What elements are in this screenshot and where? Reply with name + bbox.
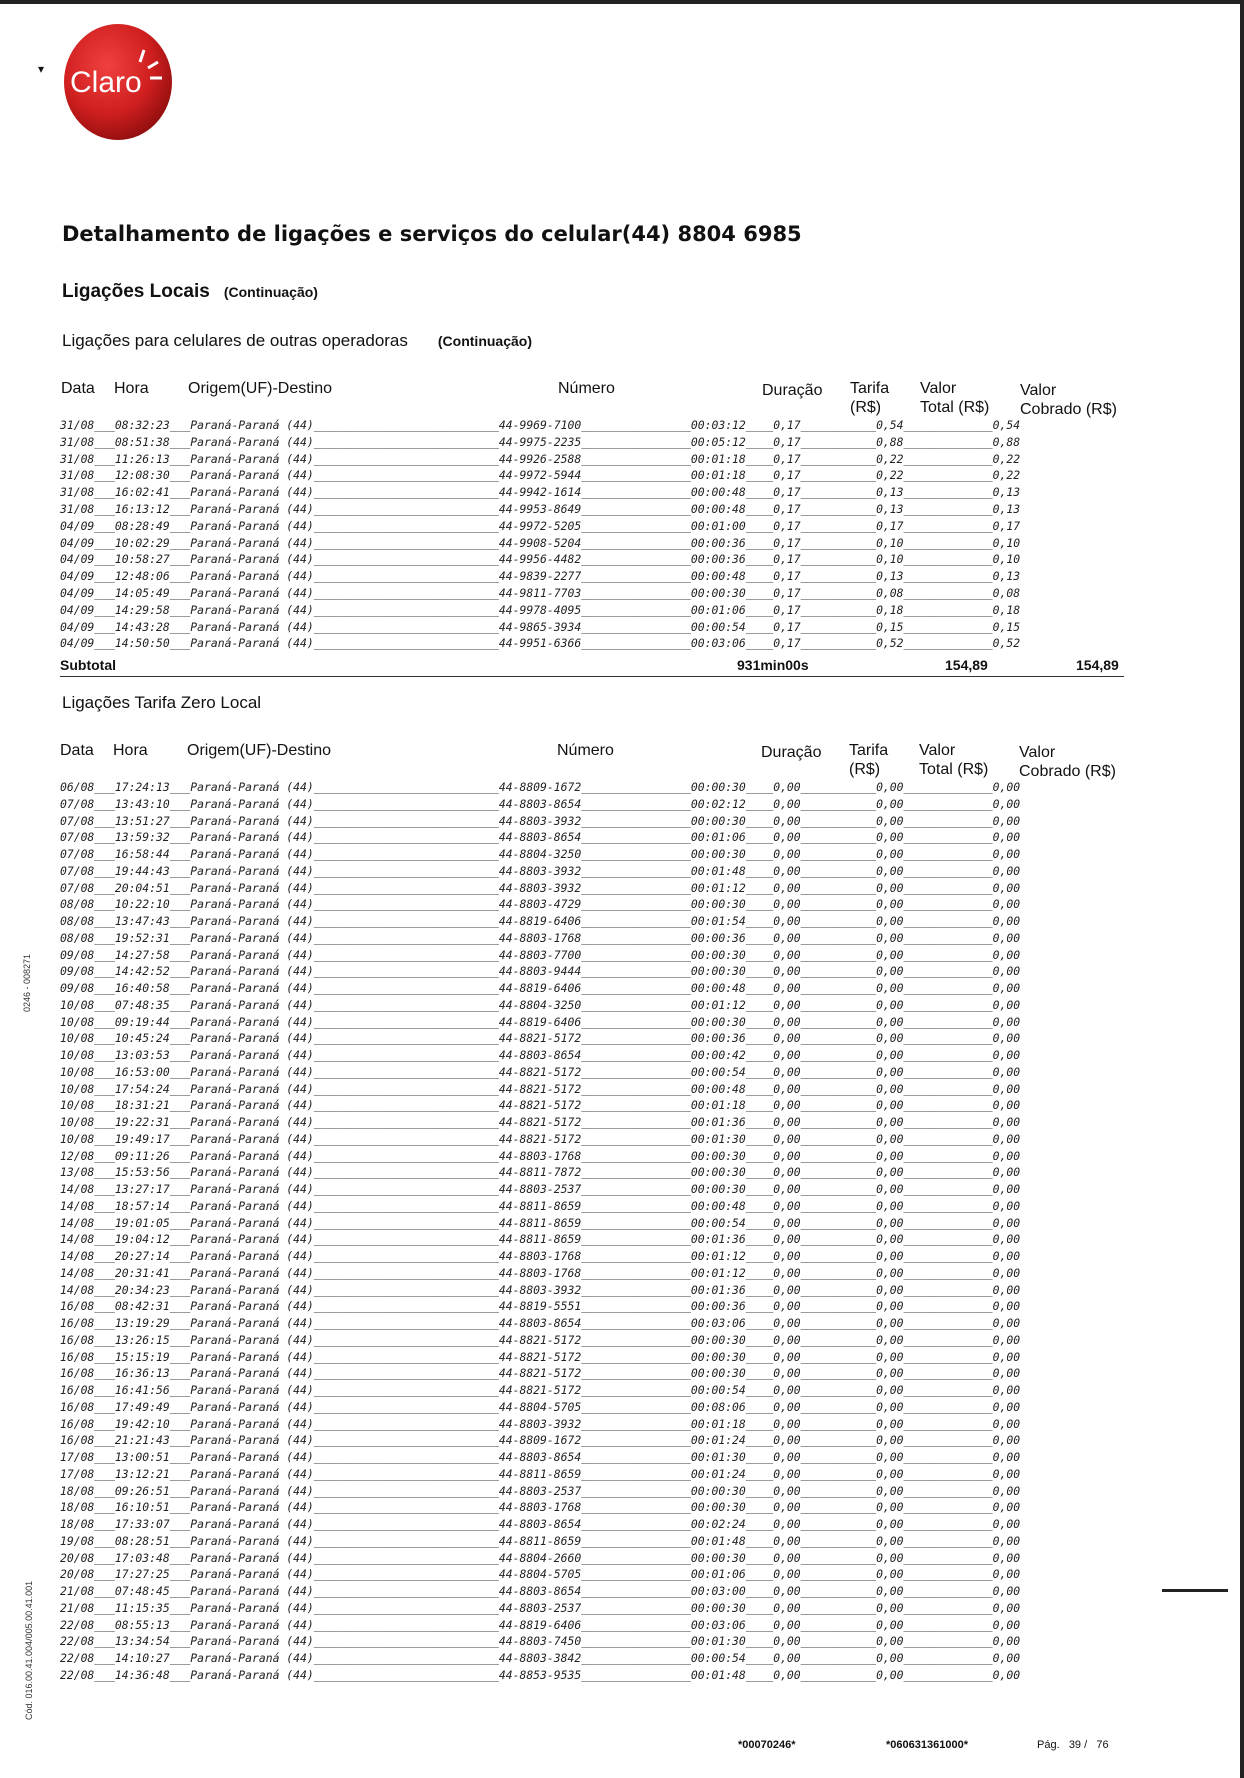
subtotal-duration: 931min00s [737,657,809,673]
table-row: 09/08___14:27:58___Paraná-Paraná (44)___________________________44-8803-7700________________00:00:30____0,00___________0,00_____________0,00 [60,947,1021,962]
table-row: 04/09___14:29:58___Paraná-Paraná (44)___________________________44-9978-4095________________00:01:06____0,17___________0,18_____________0,18 [60,602,1021,617]
table-row: 16/08___21:21:43___Paraná-Paraná (44)___________________________44-8809-1672________________00:01:24____0,00___________0,00_____________0,00 [60,1433,1021,1448]
table-row: 08/08___19:52:31___Paraná-Paraná (44)___________________________44-8803-1768________________00:00:36____0,00___________0,00_____________0,00 [60,930,1021,945]
table-row: 21/08___11:15:35___Paraná-Paraná (44)___________________________44-8803-2537________________00:00:30____0,00___________0,00_____________0,00 [60,1600,1021,1615]
table-row: 16/08___13:19:29___Paraná-Paraná (44)___________________________44-8803-8654________________00:03:06____0,00___________0,00_____________0,00 [60,1316,1021,1330]
subtotal-label: Subtotal [60,657,116,673]
col-origem: Origem(UF)-Destino [187,742,332,759]
table-row: 22/08___08:55:13___Paraná-Paraná (44)___________________________44-8819-6406________________00:03:06____0,00___________0,00_____________0,00 [60,1617,1021,1632]
table-row: 04/09___14:43:28___Paraná-Paraná (44)___________________________44-9865-3934________________00:00:54____0,17___________0,15_____________0,15 [60,619,1021,634]
side-code: Cód. 016.00.41.004/005.00.41.001 [24,1580,34,1720]
table-row: 10/08___19:22:31___Paraná-Paraná (44)___________________________44-8821-5172________________00:01:36____0,00___________0,00_____________0,00 [60,1115,1021,1129]
table-row: 14/08___18:57:14___Paraná-Paraná (44)___________________________44-8811-8659________________00:00:48____0,00___________0,00_____________0,00 [60,1198,1021,1213]
table-row: 16/08___15:15:19___Paraná-Paraná (44)___________________________44-8821-5172________________00:00:30____0,00___________0,00_____________0,00 [60,1349,1021,1364]
table-row: 14/08___19:04:12___Paraná-Paraná (44)___________________________44-8811-8659________________00:01:36____0,00___________0,00_____________0,00 [60,1232,1021,1247]
table-row: 08/08___10:22:10___Paraná-Paraná (44)___________________________44-8803-4729________________00:00:30____0,00___________0,00_____________0,00 [60,897,1021,912]
table-row: 10/08___10:45:24___Paraná-Paraná (44)___________________________44-8821-5172________________00:00:36____0,00___________0,00_____________0,00 [60,1031,1021,1046]
table-row: 04/09___14:50:50___Paraná-Paraná (44)___________________________44-9951-6366________________00:03:06____0,17___________0,52_____________0,52 [60,636,1021,651]
table-row: 13/08___15:53:56___Paraná-Paraná (44)___________________________44-8811-7872________________00:00:30____0,00___________0,00_____________0,00 [60,1165,1021,1180]
table-row: 22/08___14:36:48___Paraná-Paraná (44)___________________________44-8853-9535________________00:01:48____0,00___________0,00_____________0,00 [60,1667,1021,1682]
scan-edge-top [0,0,1244,4]
table-row: 09/08___16:40:58___Paraná-Paraná (44)___________________________44-8819-6406________________00:00:48____0,00___________0,00_____________0,00 [60,981,1021,995]
col-duracao: Duração [761,744,822,761]
footer-code-1: *00070246* [738,1739,796,1751]
table-row: 10/08___16:53:00___Paraná-Paraná (44)___________________________44-8821-5172________________00:00:54____0,00___________0,00_____________0,00 [60,1064,1021,1079]
table-row: 31/08___12:08:30___Paraná-Paraná (44)___________________________44-9972-5944________________00:01:18____0,17___________0,22_____________0,22 [60,468,1021,483]
table-row: 18/08___16:10:51___Paraná-Paraná (44)___________________________44-8803-1768________________00:00:30____0,00___________0,00_____________0,00 [60,1500,1021,1515]
col-valor-total: Valor Total (R$) [920,380,990,416]
claro-logo-text: Claro [70,66,142,99]
table-row: 07/08___20:04:51___Paraná-Paraná (44)___________________________44-8803-3932________________00:01:12____0,00___________0,00_____________0,00 [60,880,1021,895]
table-row: 14/08___19:01:05___Paraná-Paraná (44)___________________________44-8811-8659________________00:00:54____0,00___________0,00_____________0,00 [60,1215,1021,1230]
table2-rows [60,779,1020,1684]
table-row: 19/08___08:28:51___Paraná-Paraná (44)___________________________44-8811-8659________________00:01:48____0,00___________0,00_____________0,00 [60,1533,1021,1548]
footer-page: Pág. 39 / 76 [1037,1739,1109,1751]
table-row: 31/08___16:13:12___Paraná-Paraná (44)___________________________44-9953-8649________________00:00:48____0,17___________0,13_____________0,13 [60,501,1021,516]
table-row: 12/08___09:11:26___Paraná-Paraná (44)___________________________44-8803-1768________________00:00:30____0,00___________0,00_____________0,00 [60,1148,1021,1163]
table-row: 31/08___08:51:38___Paraná-Paraná (44)___________________________44-9975-2235________________00:05:12____0,17___________0,88_____________0,88 [60,434,1021,449]
table-row: 31/08___08:32:23___Paraná-Paraná (44)___________________________44-9969-7100________________00:03:12____0,17___________0,54_____________0,54 [60,418,1021,432]
table-row: 16/08___13:26:15___Paraná-Paraná (44)___________________________44-8821-5172________________00:00:30____0,00___________0,00_____________0,00 [60,1332,1021,1347]
table-row: 10/08___07:48:35___Paraná-Paraná (44)___________________________44-8804-3250________________00:01:12____0,00___________0,00_____________0,00 [60,997,1021,1012]
table-row: 09/08___14:42:52___Paraná-Paraná (44)___________________________44-8803-9444________________00:00:30____0,00___________0,00_____________0,00 [60,964,1021,979]
table-row: 22/08___14:10:27___Paraná-Paraná (44)___________________________44-8803-3842________________00:00:54____0,00___________0,00_____________0,00 [60,1651,1021,1665]
col-valor-total: Valor Total (R$) [919,742,989,778]
col-numero: Número [558,380,615,397]
subtotal-total: 154,89 [945,657,988,673]
table-row: 17/08___13:00:51___Paraná-Paraná (44)___________________________44-8803-8654________________00:01:30____0,00___________0,00_____________0,00 [60,1450,1021,1464]
table-row: 06/08___17:24:13___Paraná-Paraná (44)___________________________44-8809-1672________________00:00:30____0,00___________0,00_____________0,00 [60,780,1021,794]
table-row: 04/09___10:02:29___Paraná-Paraná (44)___________________________44-9908-5204________________00:00:36____0,17___________0,10_____________0,10 [60,535,1021,550]
table-row: 07/08___13:51:27___Paraná-Paraná (44)___________________________44-8803-3932________________00:00:30____0,00___________0,00_____________0,00 [60,813,1021,828]
footer-code-2: *060631361000* [886,1739,968,1751]
col-data: Data [61,380,95,397]
table-row: 16/08___08:42:31___Paraná-Paraná (44)___________________________44-8819-5551________________00:00:36____0,00___________0,00_____________0,00 [60,1299,1021,1314]
claro-logo [62,22,174,142]
scan-edge-right [1240,0,1244,1778]
table-row: 20/08___17:27:25___Paraná-Paraná (44)___________________________44-8804-5705________________00:01:06____0,00___________0,00_____________0,00 [60,1567,1021,1582]
subtotal-row [60,656,1124,677]
col-valor-cobrado: Valor Cobrado (R$) [1019,744,1116,780]
col-data: Data [60,742,94,759]
table-row: 10/08___09:19:44___Paraná-Paraná (44)___________________________44-8819-6406________________00:00:30____0,00___________0,00_____________0,00 [60,1014,1021,1029]
table-row: 16/08___16:36:13___Paraná-Paraná (44)___________________________44-8821-5172________________00:00:30____0,00___________0,00_____________0,00 [60,1366,1021,1381]
table-row: 04/09___10:58:27___Paraná-Paraná (44)___________________________44-9956-4482________________00:00:36____0,17___________0,10_____________0,10 [60,552,1021,567]
table-row: 16/08___16:41:56___Paraná-Paraná (44)___________________________44-8821-5172________________00:00:54____0,00___________0,00_____________0,00 [60,1383,1021,1397]
table-row: 07/08___13:59:32___Paraná-Paraná (44)___________________________44-8803-8654________________00:01:06____0,00___________0,00_____________0,00 [60,830,1021,845]
table-row: 07/08___13:43:10___Paraná-Paraná (44)___________________________44-8803-8654________________00:02:12____0,00___________0,00_____________0,00 [60,796,1021,811]
subtotal-cobrado: 154,89 [1076,657,1119,673]
subsection-other-operators: Ligações para celulares de outras operadoras (Continuação) [62,331,532,350]
table-row: 22/08___13:34:54___Paraná-Paraná (44)___________________________44-8803-7450________________00:01:30____0,00___________0,00_____________0,00 [60,1634,1021,1649]
table-row: 31/08___11:26:13___Paraná-Paraná (44)___________________________44-9926-2588________________00:01:18____0,17___________0,22_____________0,22 [60,451,1021,466]
side-reference: 0246 - 008271 [22,953,32,1012]
table-row: 18/08___17:33:07___Paraná-Paraná (44)___________________________44-8803-8654________________00:02:24____0,00___________0,00_____________0,00 [60,1517,1021,1531]
table-row: 10/08___17:54:24___Paraná-Paraná (44)___________________________44-8821-5172________________00:00:48____0,00___________0,00_____________0,00 [60,1081,1021,1096]
table-row: 20/08___17:03:48___Paraná-Paraná (44)___________________________44-8804-2660________________00:00:30____0,00___________0,00_____________0,00 [60,1550,1021,1565]
table-row: 14/08___20:31:41___Paraná-Paraná (44)___________________________44-8803-1768________________00:01:12____0,00___________0,00_____________0,00 [60,1265,1021,1280]
section-title: Ligações Locais (Continuação) [62,281,318,302]
table-row: 07/08___16:58:44___Paraná-Paraná (44)___________________________44-8804-3250________________00:00:30____0,00___________0,00_____________0,00 [60,847,1021,861]
table-row: 10/08___13:03:53___Paraná-Paraná (44)___________________________44-8803-8654________________00:00:42____0,00___________0,00_____________0,00 [60,1048,1021,1062]
subsection-tarifa-zero: Ligações Tarifa Zero Local [62,693,262,712]
margin-dash [1162,1589,1228,1592]
table-row: 16/08___17:49:49___Paraná-Paraná (44)___________________________44-8804-5705________________00:08:06____0,00___________0,00_____________0,00 [60,1399,1021,1414]
col-tarifa: Tarifa (R$) [850,380,890,416]
page-title: Detalhamento de ligações e serviços do celular(44) 8804 6985 [62,222,802,246]
col-hora: Hora [113,742,148,759]
col-tarifa: Tarifa (R$) [849,742,889,778]
table-row: 18/08___09:26:51___Paraná-Paraná (44)___________________________44-8803-2537________________00:00:30____0,00___________0,00_____________0,00 [60,1483,1021,1498]
table-row: 17/08___13:12:21___Paraná-Paraná (44)___________________________44-8811-8659________________00:01:24____0,00___________0,00_____________0,00 [60,1466,1021,1481]
table-row: 14/08___13:27:17___Paraná-Paraná (44)___________________________44-8803-2537________________00:00:30____0,00___________0,00_____________0,00 [60,1182,1021,1196]
col-hora: Hora [114,380,149,397]
col-numero: Número [557,742,614,759]
col-valor-cobrado: Valor Cobrado (R$) [1020,382,1117,418]
table-row: 08/08___13:47:43___Paraná-Paraná (44)___________________________44-8819-6406________________00:01:54____0,00___________0,00_____________0,00 [60,914,1021,928]
table-row: 21/08___07:48:45___Paraná-Paraná (44)___________________________44-8803-8654________________00:03:00____0,00___________0,00_____________0,00 [60,1584,1021,1598]
table1-rows [60,417,1020,652]
table-row: 04/09___14:05:49___Paraná-Paraná (44)___________________________44-9811-7703________________00:00:30____0,17___________0,08_____________0,08 [60,585,1021,600]
col-duracao: Duração [762,382,823,399]
table-row: 10/08___19:49:17___Paraná-Paraná (44)___________________________44-8821-5172________________00:01:30____0,00___________0,00_____________0,00 [60,1131,1021,1146]
col-origem: Origem(UF)-Destino [188,380,333,397]
table-row: 04/09___12:48:06___Paraná-Paraná (44)___________________________44-9839-2277________________00:00:48____0,17___________0,13_____________0,13 [60,569,1021,584]
table-row: 07/08___19:44:43___Paraná-Paraná (44)___________________________44-8803-3932________________00:01:48____0,00___________0,00_____________0,00 [60,863,1021,878]
table-row: 04/09___08:28:49___Paraná-Paraná (44)___________________________44-9972-5205________________00:01:00____0,17___________0,17_____________0,17 [60,518,1021,533]
scan-mark: ▾ [38,62,45,76]
table-row: 10/08___18:31:21___Paraná-Paraná (44)___________________________44-8821-5172________________00:01:18____0,00___________0,00_____________0,00 [60,1098,1021,1113]
table-row: 14/08___20:27:14___Paraná-Paraná (44)___________________________44-8803-1768________________00:01:12____0,00___________0,00_____________0,00 [60,1249,1021,1263]
table-row: 14/08___20:34:23___Paraná-Paraná (44)___________________________44-8803-3932________________00:01:36____0,00___________0,00_____________0,00 [60,1282,1021,1297]
table-row: 16/08___19:42:10___Paraná-Paraná (44)___________________________44-8803-3932________________00:01:18____0,00___________0,00_____________0,00 [60,1416,1021,1431]
table-row: 31/08___16:02:41___Paraná-Paraná (44)___________________________44-9942-1614________________00:00:48____0,17___________0,13_____________0,13 [60,485,1021,500]
